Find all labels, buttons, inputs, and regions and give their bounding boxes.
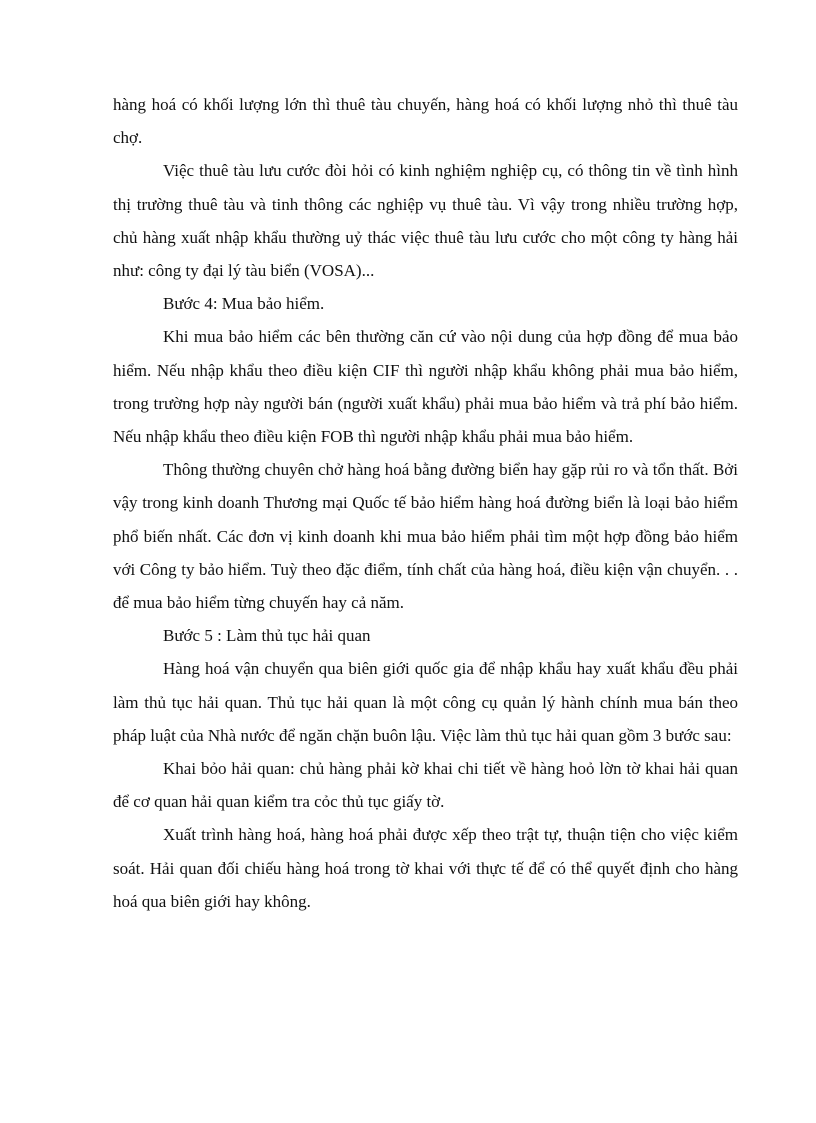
paragraph-goods-presentation: Xuất trình hàng hoá, hàng hoá phải được xếp theo trật tự, thuận tiện cho việc kiểm soát. Hải quan đối chiếu hàng hoá trong tờ khai với thực tế để có thể quyết định cho hàng hoá qua biên giới hay không.	[113, 825, 738, 911]
step-4-heading: Bước 4: Mua bảo hiểm.	[163, 294, 325, 314]
document-page	[113, 88, 738, 918]
paragraph-continuation: hàng hoá có khối lượng lớn thì thuê tàu chuyến, hàng hoá có khối lượng nhỏ thì thuê tàu chợ.	[113, 95, 738, 148]
paragraph-buy-insurance: Khi mua bảo hiểm các bên thường căn cứ vào nội dung của hợp đồng để mua bảo hiểm. Nếu nhập khẩu theo điều kiện CIF thì người nhập khẩu không phải mua bảo hiểm, trong trường hợp này người bán (người xuất khẩu) phải mua bảo hiểm và trả phí bảo hiểm. Nếu nhập khẩu theo điều kiện FOB thì người nhập khẩu phải mua bảo hiểm.	[113, 327, 738, 447]
paragraph-ship-chartering: Việc thuê tàu lưu cước đòi hỏi có kinh nghiệm nghiệp cụ, có thông tin về tình hình thị trường thuê tàu và tinh thông các nghiệp vụ thuê tàu. Vì vậy trong nhiều trường hợp, chủ hàng xuất nhập khẩu thường uỷ thác việc thuê tàu lưu cước cho một công ty hàng hải như: công ty đại lý tàu biển (VOSA)...	[113, 161, 738, 281]
paragraph-customs-declaration: Khai bỏo hải quan: chủ hàng phải kờ khai chi tiết về hàng hoỏ lờn tờ khai hải quan để cơ quan hải quan kiểm tra cỏc thủ tục giấy tờ.	[113, 759, 738, 812]
paragraph-marine-insurance: Thông thường chuyên chở hàng hoá bằng đường biển hay gặp rủi ro và tổn thất. Bởi vậy trong kinh doanh Thương mại Quốc tế bảo hiểm hàng hoá đường biển là loại bảo hiểm phổ biến nhất. Các đơn vị kinh doanh khi mua bảo hiểm phải tìm một hợp đồng bảo hiểm với Công ty bảo hiểm. Tuỳ theo đặc điểm, tính chất của hàng hoá, điều kiện vận chuyển. . . để mua bảo hiểm từng chuyến hay cả năm.	[113, 460, 738, 613]
paragraph-customs-procedures: Hàng hoá vận chuyển qua biên giới quốc gia để nhập khẩu hay xuất khẩu đều phải làm thủ tục hải quan. Thủ tục hải quan là một công cụ quản lý hành chính mua bán theo pháp luật của Nhà nước để ngăn chặn buôn lậu. Việc làm thủ tục hải quan gồm 3 bước sau:	[113, 659, 738, 745]
step-5-heading: Bước 5 : Làm thủ tục hải quan	[163, 626, 371, 646]
